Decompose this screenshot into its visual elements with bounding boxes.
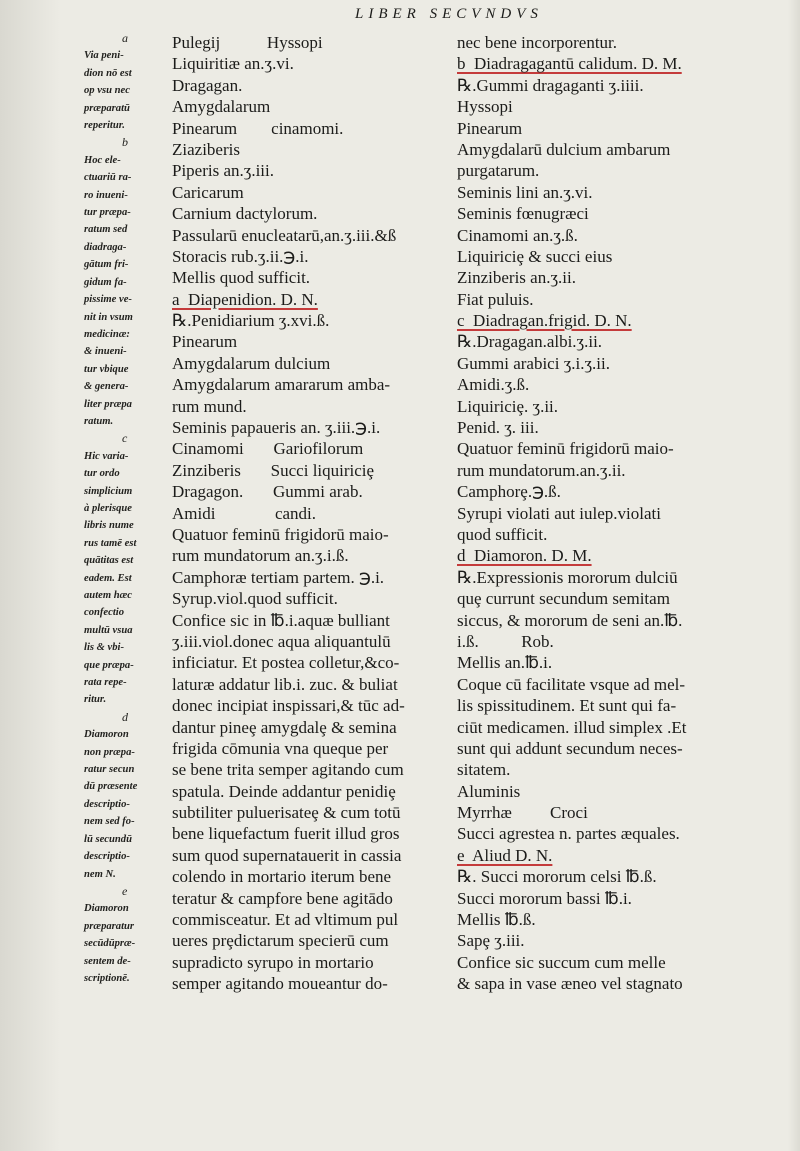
- margin-note-line: medicinæ:: [84, 328, 130, 340]
- margin-note-line: dū præsente: [84, 781, 138, 793]
- right-column-line: Liquiriciȩ & succi eius: [457, 246, 613, 266]
- right-column-line: purgatarum.: [457, 161, 540, 181]
- margin-note-line: & genera-: [84, 381, 129, 393]
- margin-note-line: libris nume: [84, 520, 134, 532]
- margin-note-line: d: [122, 709, 128, 724]
- right-column-line: quȩ currunt secundum semitam: [457, 589, 670, 609]
- margin-note-line: nem sed fo-: [84, 816, 135, 828]
- right-column-line: i.ß. Rob.: [457, 631, 554, 651]
- margin-note-line: ratum sed: [84, 224, 128, 236]
- margin-note-line: rus tamē est: [84, 537, 137, 549]
- right-column-line: Cinamomi an.ʒ.ß.: [457, 225, 578, 245]
- left-column-line: inficiatur. Et postea colletur,&co-: [172, 653, 400, 673]
- left-column-line: rum mundatorum an.ʒ.i.ß.: [172, 546, 349, 566]
- right-column-line: ℞.Expressionis mororum dulciū: [457, 567, 678, 587]
- margin-note-line: gidum fa-: [84, 276, 127, 288]
- margin-note-line: reperitur.: [84, 120, 125, 132]
- left-column-line: Dragagan.: [172, 75, 243, 95]
- left-column-line: ʒ.iii.viol.donec aqua aliquantulū: [172, 631, 391, 651]
- margin-note-line: ratum.: [84, 415, 114, 427]
- left-column-line: frigida cōmunia vna queque per: [172, 738, 389, 758]
- right-column-line: Myrrhæ Croci: [457, 803, 588, 823]
- left-column-line: ℞.Penidiarium ʒ.xvi.ß.: [172, 311, 330, 331]
- left-column-line: Cinamomi Gariofilorum: [172, 439, 364, 459]
- left-column-line: rum mund.: [172, 396, 247, 416]
- left-column-line: subtiliter puluerisateȩ & cum totū: [172, 803, 401, 823]
- left-column-line: Amygdalarum dulcium: [172, 353, 331, 373]
- left-column-line: dantur pineȩ amygdalȩ & semina: [172, 717, 397, 737]
- right-column-line: Fiat puluis.: [457, 289, 534, 309]
- left-column-line: Caricarum: [172, 182, 244, 202]
- right-column-line: Mellis an.℔.i.: [457, 653, 553, 673]
- margin-note-line: pissime ve-: [84, 294, 132, 306]
- margin-note-line: præparatū: [84, 102, 130, 114]
- marginal-notes: [84, 30, 170, 987]
- right-column-line: Hyssopi: [457, 97, 513, 117]
- left-column-line: Camphoræ tertiam partem. ℈.i.: [172, 567, 385, 587]
- left-column-line: a Diapenidion. D. N.: [172, 289, 318, 309]
- left-column-line: commisceatur. Et ad vltimum pul: [172, 910, 399, 930]
- margin-note-line: Via peni-: [84, 50, 124, 62]
- right-column-line: c Diadragan.frigid. D. N.: [457, 311, 632, 331]
- running-header: LIBER SECVNDVS: [355, 6, 543, 22]
- right-column-line: Succi mororum bassi ℔.i.: [457, 888, 632, 908]
- right-column-line: Aluminis: [457, 781, 521, 801]
- right-column-line: sitatem.: [457, 760, 511, 780]
- left-column-line: Passularū enucleatarū,an.ʒ.iii.&ß: [172, 225, 397, 245]
- margin-note-line: nit in vsum: [84, 311, 133, 323]
- right-column-line: & sapa in vase æneo vel stagnato: [457, 974, 683, 994]
- left-column-line: sum quod supernatauerit in cassia: [172, 845, 402, 865]
- right-column-line: ℞.Gummi dragaganti ʒ.iiii.: [457, 75, 644, 95]
- right-column-line: Gummi arabici ʒ.i.ʒ.ii.: [457, 353, 610, 373]
- left-column-line: supradicto syrupo in mortario: [172, 952, 374, 972]
- right-column-line: rum mundatorum.an.ʒ.ii.: [457, 460, 626, 480]
- margin-note-line: eadem. Est: [84, 572, 132, 584]
- page-gutter-shadow: [0, 0, 60, 1151]
- left-column-line: spatula. Deinde addantur penidiȩ: [172, 781, 396, 801]
- left-column-line: teratur & campfore bene agitādo: [172, 888, 393, 908]
- right-column-line: b Diadragagantū calidum. D. M.: [457, 54, 682, 74]
- margin-note-line: ritur.: [84, 694, 107, 706]
- right-column-line: quod sufficit.: [457, 524, 548, 544]
- left-column-line: Carnium dactylorum.: [172, 204, 318, 224]
- margin-note-line: ctuariū ra-: [84, 172, 132, 184]
- margin-note-line: scriptionē.: [84, 972, 130, 984]
- margin-note-line: simplicium: [84, 485, 133, 497]
- margin-note-line: e: [122, 883, 128, 898]
- right-column-line: Sapȩ ʒ.iii.: [457, 931, 525, 951]
- right-column-line: Liquiriciȩ. ʒ.ii.: [457, 396, 559, 416]
- left-column-line: bene liquefactum fuerit illud gros: [172, 824, 400, 844]
- left-column-line: Pinearum: [172, 332, 238, 352]
- left-column-line: se bene trita semper agitando cum: [172, 760, 404, 780]
- margin-note-line: sentem de-: [84, 955, 131, 967]
- margin-note-line: tur ordo: [84, 468, 120, 480]
- margin-note-line: diadraga-: [84, 241, 127, 253]
- left-column-line: laturæ addatur lib.i. zuc. & buliat: [172, 674, 398, 694]
- margin-note-line: autem hæc: [84, 590, 132, 601]
- left-column-line: Amidi candi.: [172, 503, 317, 523]
- left-column-line: Seminis papaueris an. ʒ.iii.℈.i.: [172, 418, 381, 438]
- right-column-line: Confice sic succum cum melle: [457, 952, 666, 972]
- margin-note-line: descriptio-: [84, 851, 130, 863]
- right-column-line: sunt qui addunt secundum neces-: [457, 738, 683, 758]
- margin-note-line: ro inueni-: [84, 189, 128, 201]
- margin-note-line: a: [122, 31, 128, 45]
- left-column-line: Storacis rub.ʒ.ii.℈.i.: [172, 246, 309, 266]
- left-column-line: Pulegij Hyssopi: [172, 33, 323, 52]
- margin-note-line: præparatur: [84, 920, 135, 932]
- margin-note-line: b: [122, 135, 128, 150]
- right-column-line: Amygdalarū dulcium ambarum: [457, 139, 671, 159]
- margin-note-line: tur vbique: [84, 363, 129, 375]
- margin-note-line: tur præpa-: [84, 207, 131, 219]
- left-column-line: semper agitando moueantur do-: [172, 974, 388, 994]
- right-column-line: e Aliud D. N.: [457, 845, 553, 865]
- left-column-line: Quatuor feminū frigidorū maio-: [172, 524, 389, 544]
- right-column-line: Camphorȩ.℈.ß.: [457, 482, 561, 502]
- right-column: [457, 32, 790, 995]
- margin-note-line: op vsu nec: [84, 85, 130, 97]
- right-column-line: Seminis lini an.ʒ.vi.: [457, 182, 593, 202]
- margin-note-line: c: [122, 431, 128, 446]
- right-column-line: d Diamoron. D. M.: [457, 546, 592, 566]
- right-column-line: Mellis ℔.ß.: [457, 910, 536, 930]
- left-column-line: Ziaziberis: [172, 139, 240, 159]
- margin-note-line: secūdūpræ-: [84, 938, 136, 950]
- margin-note-line: à plerisque: [84, 502, 132, 514]
- left-column-line: Dragagon. Gummi arab.: [172, 482, 363, 502]
- right-column-line: lis spissitudinem. Et sunt qui fa-: [457, 696, 677, 716]
- margin-note-line: quātitas est: [84, 555, 134, 567]
- left-column-line: Syrup.viol.quod sufficit.: [172, 589, 338, 609]
- margin-note-line: non præpa-: [84, 746, 135, 758]
- right-column-line: ℞.Dragagan.albi.ʒ.ii.: [457, 332, 603, 352]
- left-column-line: donec incipiat inspissari,& tūc ad-: [172, 696, 405, 716]
- left-column-line: Amygdalarum amararum amba-: [172, 375, 391, 395]
- right-column-line: ℞. Succi mororum celsi ℔.ß.: [457, 867, 657, 887]
- right-column-line: Quatuor feminū frigidorū maio-: [457, 439, 674, 459]
- margin-note-line: Hic varia-: [84, 450, 129, 462]
- left-column-line: Liquiritiæ an.ʒ.vi.: [172, 54, 294, 74]
- margin-note-line: nem N.: [84, 868, 116, 880]
- margin-note-line: lis & vbi-: [84, 642, 125, 654]
- right-column-line: ciūt medicamen. illud simplex .Et: [457, 717, 687, 737]
- left-column-line: Confice sic in ℔.i.aquæ bulliant: [172, 610, 390, 630]
- left-column-line: Piperis an.ʒ.iii.: [172, 161, 274, 181]
- right-column-line: Amidi.ʒ.ß.: [457, 375, 530, 395]
- right-column-line: Seminis fœnugræci: [457, 204, 589, 224]
- margin-note-line: lū secundū: [84, 833, 132, 845]
- margin-note-line: & inueni-: [84, 346, 127, 358]
- left-column: [172, 32, 444, 995]
- margin-note-line: Diamoron: [84, 729, 129, 741]
- right-column-line: Zinziberis an.ʒ.ii.: [457, 268, 576, 288]
- left-column-line: Zinziberis Succi liquiriciȩ: [172, 460, 375, 480]
- right-column-line: Succi agrestea n. partes æquales.: [457, 824, 680, 844]
- left-column-line: Mellis quod sufficit.: [172, 268, 311, 288]
- left-column-line: ueres prȩdictarum specierū cum: [172, 931, 389, 951]
- right-column-line: Pinearum: [457, 118, 523, 138]
- margin-note-line: dion nō est: [84, 67, 132, 79]
- right-column-line: Syrupi violati aut iulep.violati: [457, 503, 661, 523]
- left-column-line: Amygdalarum: [172, 97, 271, 117]
- margin-note-line: que præpa-: [84, 659, 134, 671]
- margin-note-line: descriptio-: [84, 798, 130, 810]
- right-column-line: Coque cū facilitate vsque ad mel-: [457, 674, 685, 694]
- margin-note-line: Hoc ele-: [84, 154, 121, 166]
- margin-note-line: gātum fri-: [84, 259, 129, 271]
- margin-note-line: ratur secun: [84, 764, 135, 776]
- margin-note-line: multū vsua: [84, 624, 133, 636]
- right-column-line: nec bene incorporentur.: [457, 33, 618, 52]
- right-column-line: siccus, & mororum de seni an.℔.: [457, 610, 683, 630]
- left-column-line: colendo in mortario iterum bene: [172, 867, 392, 887]
- left-column-line: Pinearum cinamomi.: [172, 118, 344, 138]
- margin-note-line: rata repe-: [84, 677, 127, 689]
- margin-note-line: liter præpa: [84, 398, 132, 410]
- margin-note-line: Diamoron: [84, 903, 129, 915]
- right-column-line: Penid. ʒ. iii.: [457, 418, 539, 438]
- margin-note-line: confectio: [84, 607, 125, 619]
